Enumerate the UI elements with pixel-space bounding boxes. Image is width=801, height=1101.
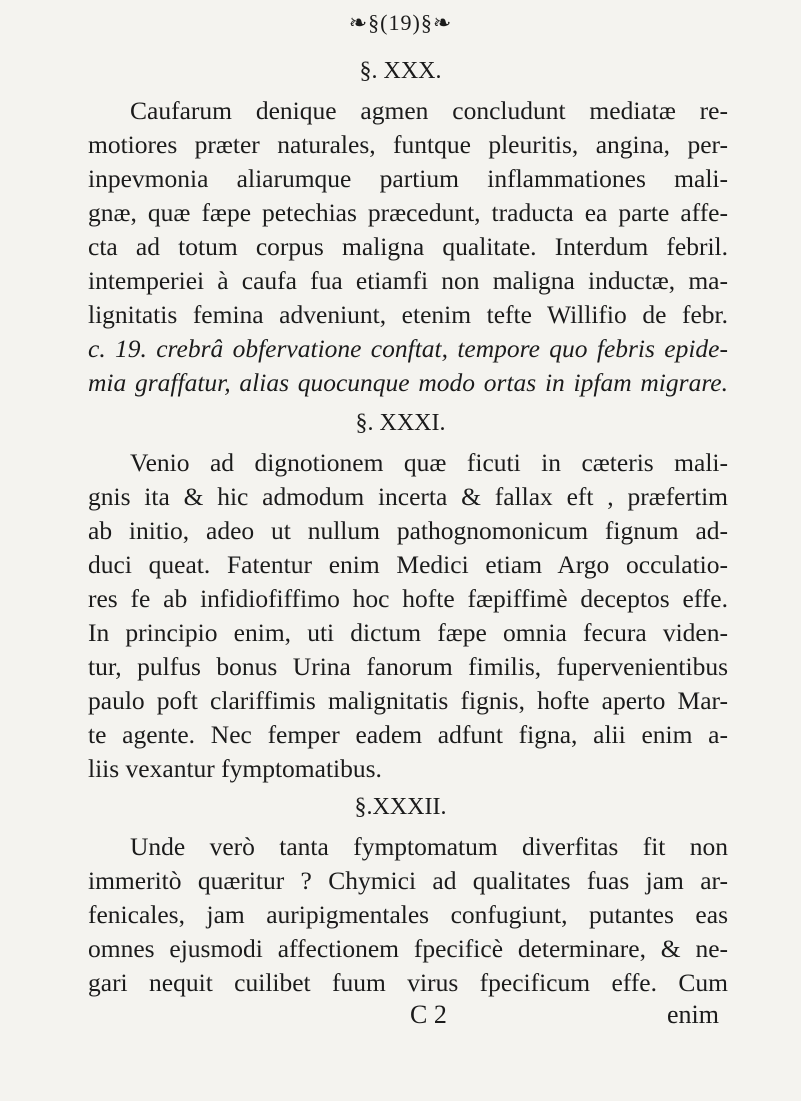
text-line: cta ad totum corpus maligna qualitate. Interdum febril.: [88, 232, 728, 261]
text-line: ab initio, adeo ut nullum pathognomonicum fignum ad-: [88, 516, 728, 545]
text-line: duci queat. Fatentur enim Medici etiam Argo occulatio-: [88, 550, 728, 579]
section-title: §. XXX.: [359, 58, 442, 84]
section-title: §. XXXI.: [355, 410, 446, 436]
text-line: lignitatis femina adveniunt, etenim tefte Willifio de febr.: [88, 300, 728, 329]
text-line: motiores præter naturales, funtque pleuritis, angina, per-: [88, 130, 728, 159]
text-line: inpevmonia aliarumque partium inflammationes mali-: [88, 164, 728, 193]
text-line: gnis ita & hic admodum incerta & fallax eft , præfertim: [88, 482, 728, 511]
text-line: c. 19. crebrâ obfervatione conftat, tempore quo febris epide-: [88, 334, 728, 363]
text-line: omnes ejusmodi affectionem fpecificè determinare, & ne-: [88, 934, 728, 963]
text-line: res fe ab infidiofiffimo hoc hofte fæpiffimè deceptos effe.: [88, 584, 728, 613]
text-line: Venio ad dignotionem quæ ficuti in cæteris mali-: [130, 448, 728, 477]
page-header: ❧§(19)§❧: [348, 10, 453, 35]
text-line: mia graffatur, alias quocunque modo ortas in ipfam migrare.: [88, 368, 728, 397]
text-line: liis vexantur fymptomatibus.: [88, 754, 382, 783]
text-line: gnæ, quæ fæpe petechias præcedunt, traducta ea parte affe-: [88, 198, 728, 227]
text-line: Caufarum denique agmen concludunt mediatæ re-: [130, 96, 728, 125]
text-line: In principio enim, uti dictum fæpe omnia fecura viden-: [88, 618, 728, 647]
text-line: paulo poft clariffimis malignitatis fignis, hofte aperto Mar-: [88, 686, 728, 715]
catchword: enim: [667, 1000, 719, 1029]
text-line: fenicales, jam auripigmentales confugiunt, putantes eas: [88, 900, 728, 929]
text-line: intemperiei à caufa fua etiamfi non maligna inductæ, ma-: [88, 266, 728, 295]
text-line: gari nequit cuilibet fuum virus fpecificum effe. Cum: [88, 968, 728, 997]
signature-mark: C 2: [410, 1000, 447, 1029]
text-line: immeritò quæritur ? Chymici ad qualitates fuas jam ar-: [88, 866, 728, 895]
text-line: te agente. Nec femper eadem adfunt figna, alii enim a-: [88, 720, 728, 749]
section-title: §.XXXII.: [354, 794, 447, 820]
text-line: Unde verò tanta fymptomatum diverfitas fit non: [130, 832, 728, 861]
text-line: tur, pulfus bonus Urina fanorum fimilis, fupervenientibus: [88, 652, 728, 681]
